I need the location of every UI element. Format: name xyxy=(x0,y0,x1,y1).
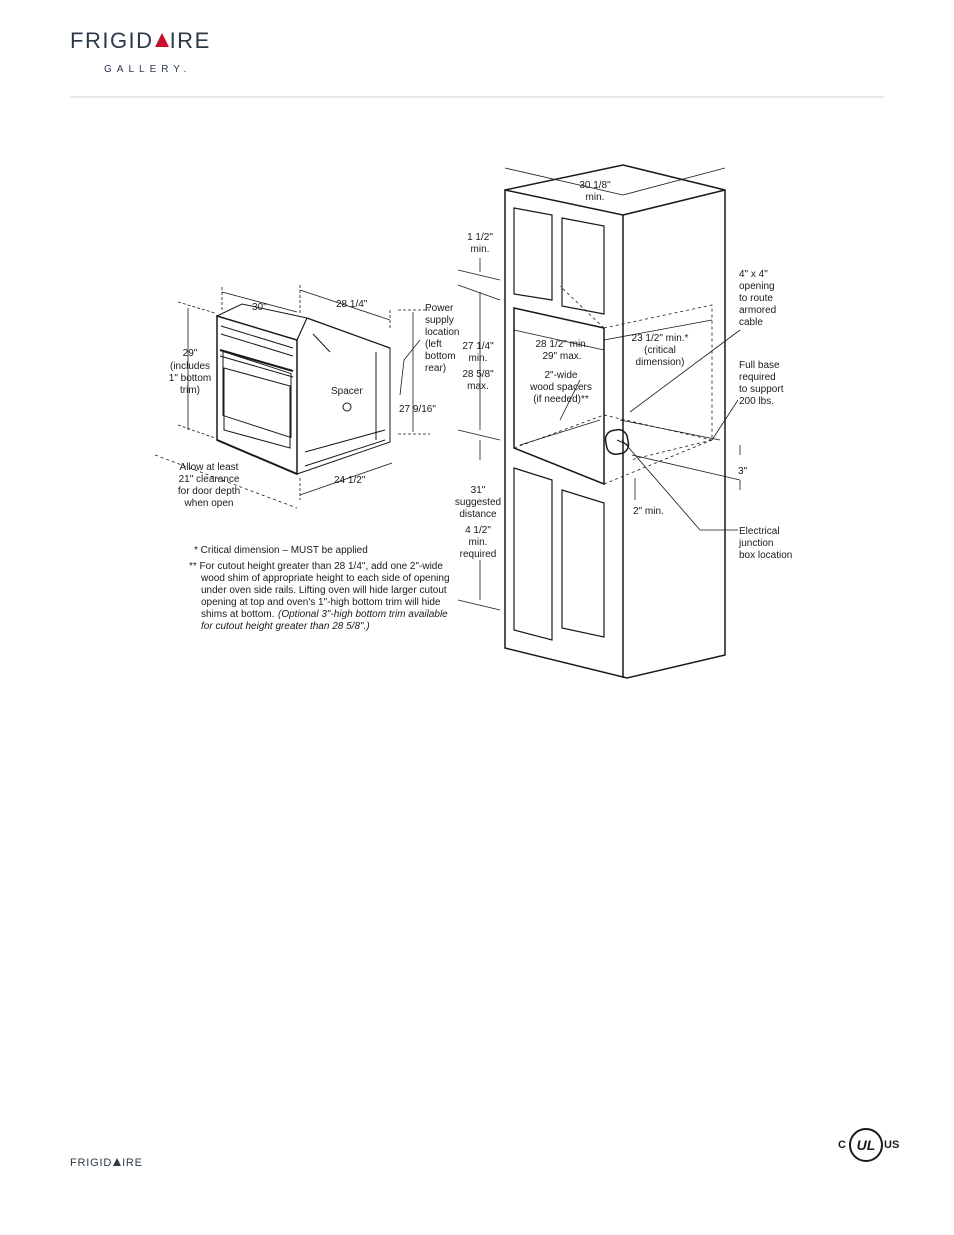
cabinet-width-note: min. xyxy=(585,192,605,203)
opening-label-3: to route xyxy=(739,293,773,304)
oven-width-label: 30" xyxy=(252,302,267,313)
spacer-label: Spacer xyxy=(331,386,363,397)
cutout-width-min-label: 28 1/2" min. xyxy=(535,339,589,350)
cutout-depth-note-1: (critical xyxy=(644,345,676,356)
brand-name: FRIGID IRE xyxy=(70,28,211,53)
opening-label-1: 4" x 4" xyxy=(739,269,768,280)
installation-notes xyxy=(189,545,450,632)
power-label-4: (left xyxy=(425,339,442,350)
three-inch-label: 3" xyxy=(738,466,748,477)
power-label-3: location xyxy=(425,327,460,338)
note-shim-2: wood shim of appropriate height to each side of opening xyxy=(201,573,450,584)
oven-drawing xyxy=(217,304,390,474)
footer-logo: FRIGID IRE xyxy=(70,1157,143,1169)
ul-logo-icon: UL xyxy=(849,1128,883,1162)
cutout-height-max-label: 28 5/8" xyxy=(462,369,494,380)
base-label-4: 200 lbs. xyxy=(739,396,775,407)
oven-bottom-depth-label: 24 1/2" xyxy=(334,475,366,486)
note-critical: * Critical dimension – MUST be applied xyxy=(194,545,368,556)
power-label-6: rear) xyxy=(425,363,447,374)
oven-height-note-3: trim) xyxy=(180,385,200,396)
note-shim-6: (Optional 3"-high bottom trim available xyxy=(278,609,448,620)
opening-label-2: opening xyxy=(739,281,775,292)
junction-label-3: box location xyxy=(739,550,793,561)
oven-height-note-1: (includes xyxy=(169,361,211,372)
clearance-label-3: for door depth xyxy=(177,486,241,497)
note-shim-1: ** For cutout height greater than 28 1/4", add one 2"-wide xyxy=(189,561,443,572)
cabinet-width-label: 30 1/8" xyxy=(579,180,611,191)
suggested-distance-label: 31" xyxy=(470,485,486,496)
cabinet-drawing xyxy=(505,165,725,678)
opening-label-4: armored xyxy=(739,305,777,316)
spacers-label-2: wood spacers xyxy=(530,382,592,393)
floor-clearance-note-1: min. xyxy=(468,537,488,548)
suggested-distance-note-1: suggested xyxy=(454,497,502,508)
oven-depth-label: 28 1/4" xyxy=(336,299,368,310)
two-inch-min-label: 2" min. xyxy=(633,506,664,517)
junction-label-2: junction xyxy=(739,538,774,549)
cutout-height-min-label: 27 1/4" xyxy=(462,341,494,352)
ul-c-label: C xyxy=(838,1139,846,1151)
note-shim-7: for cutout height greater than 28 5/8".) xyxy=(201,621,370,632)
power-label-5: bottom xyxy=(425,351,456,362)
note-shim-4: opening at top and oven's 1"-high bottom trim will hide xyxy=(201,597,441,608)
footer-triangle-icon xyxy=(113,1158,121,1166)
spacers-label-3: (if needed)** xyxy=(533,394,589,405)
power-label-1: Power xyxy=(425,303,454,314)
opening-label-5: cable xyxy=(739,317,763,328)
base-label-1: Full base xyxy=(739,360,780,371)
floor-clearance-note-2: required xyxy=(459,549,497,560)
cutout-depth-label: 23 1/2" min.* xyxy=(631,333,689,344)
top-gap-label: 1 1/2" xyxy=(467,232,493,243)
cutout-width-max-label: 29" max. xyxy=(542,351,582,362)
oven-height-label: 29" xyxy=(182,348,198,359)
cutout-height-min-note: min. xyxy=(468,353,488,364)
oven-side-height-label: 27 9/16" xyxy=(399,404,436,415)
spacers-label-1: 2"-wide xyxy=(544,370,578,381)
brand-subtitle: GALLERY. xyxy=(104,64,192,75)
power-label-2: supply xyxy=(425,315,454,326)
cutout-depth-note-2: dimension) xyxy=(635,357,685,368)
ul-us-label: US xyxy=(884,1139,900,1151)
floor-clearance-label: 4 1/2" xyxy=(465,525,491,536)
top-gap-note: min. xyxy=(470,244,490,255)
base-label-2: required xyxy=(739,372,776,383)
base-label-3: to support xyxy=(739,384,784,395)
junction-label-1: Electrical xyxy=(739,526,780,537)
note-shim-3: under oven side rails. Lifting oven will hide larger cutout xyxy=(201,585,447,596)
ul-certification-mark xyxy=(838,1128,900,1162)
clearance-label-4: when open xyxy=(184,498,234,509)
suggested-distance-note-2: distance xyxy=(459,509,497,520)
note-shim-5: shims at bottom. xyxy=(201,609,275,620)
clearance-label-1: Allow at least xyxy=(179,462,239,473)
oven-labels xyxy=(169,299,460,509)
clearance-label-2: 21" clearance xyxy=(178,474,240,485)
oven-height-note-2: 1" bottom xyxy=(168,373,212,384)
cutout-height-max-note: max. xyxy=(467,381,489,392)
